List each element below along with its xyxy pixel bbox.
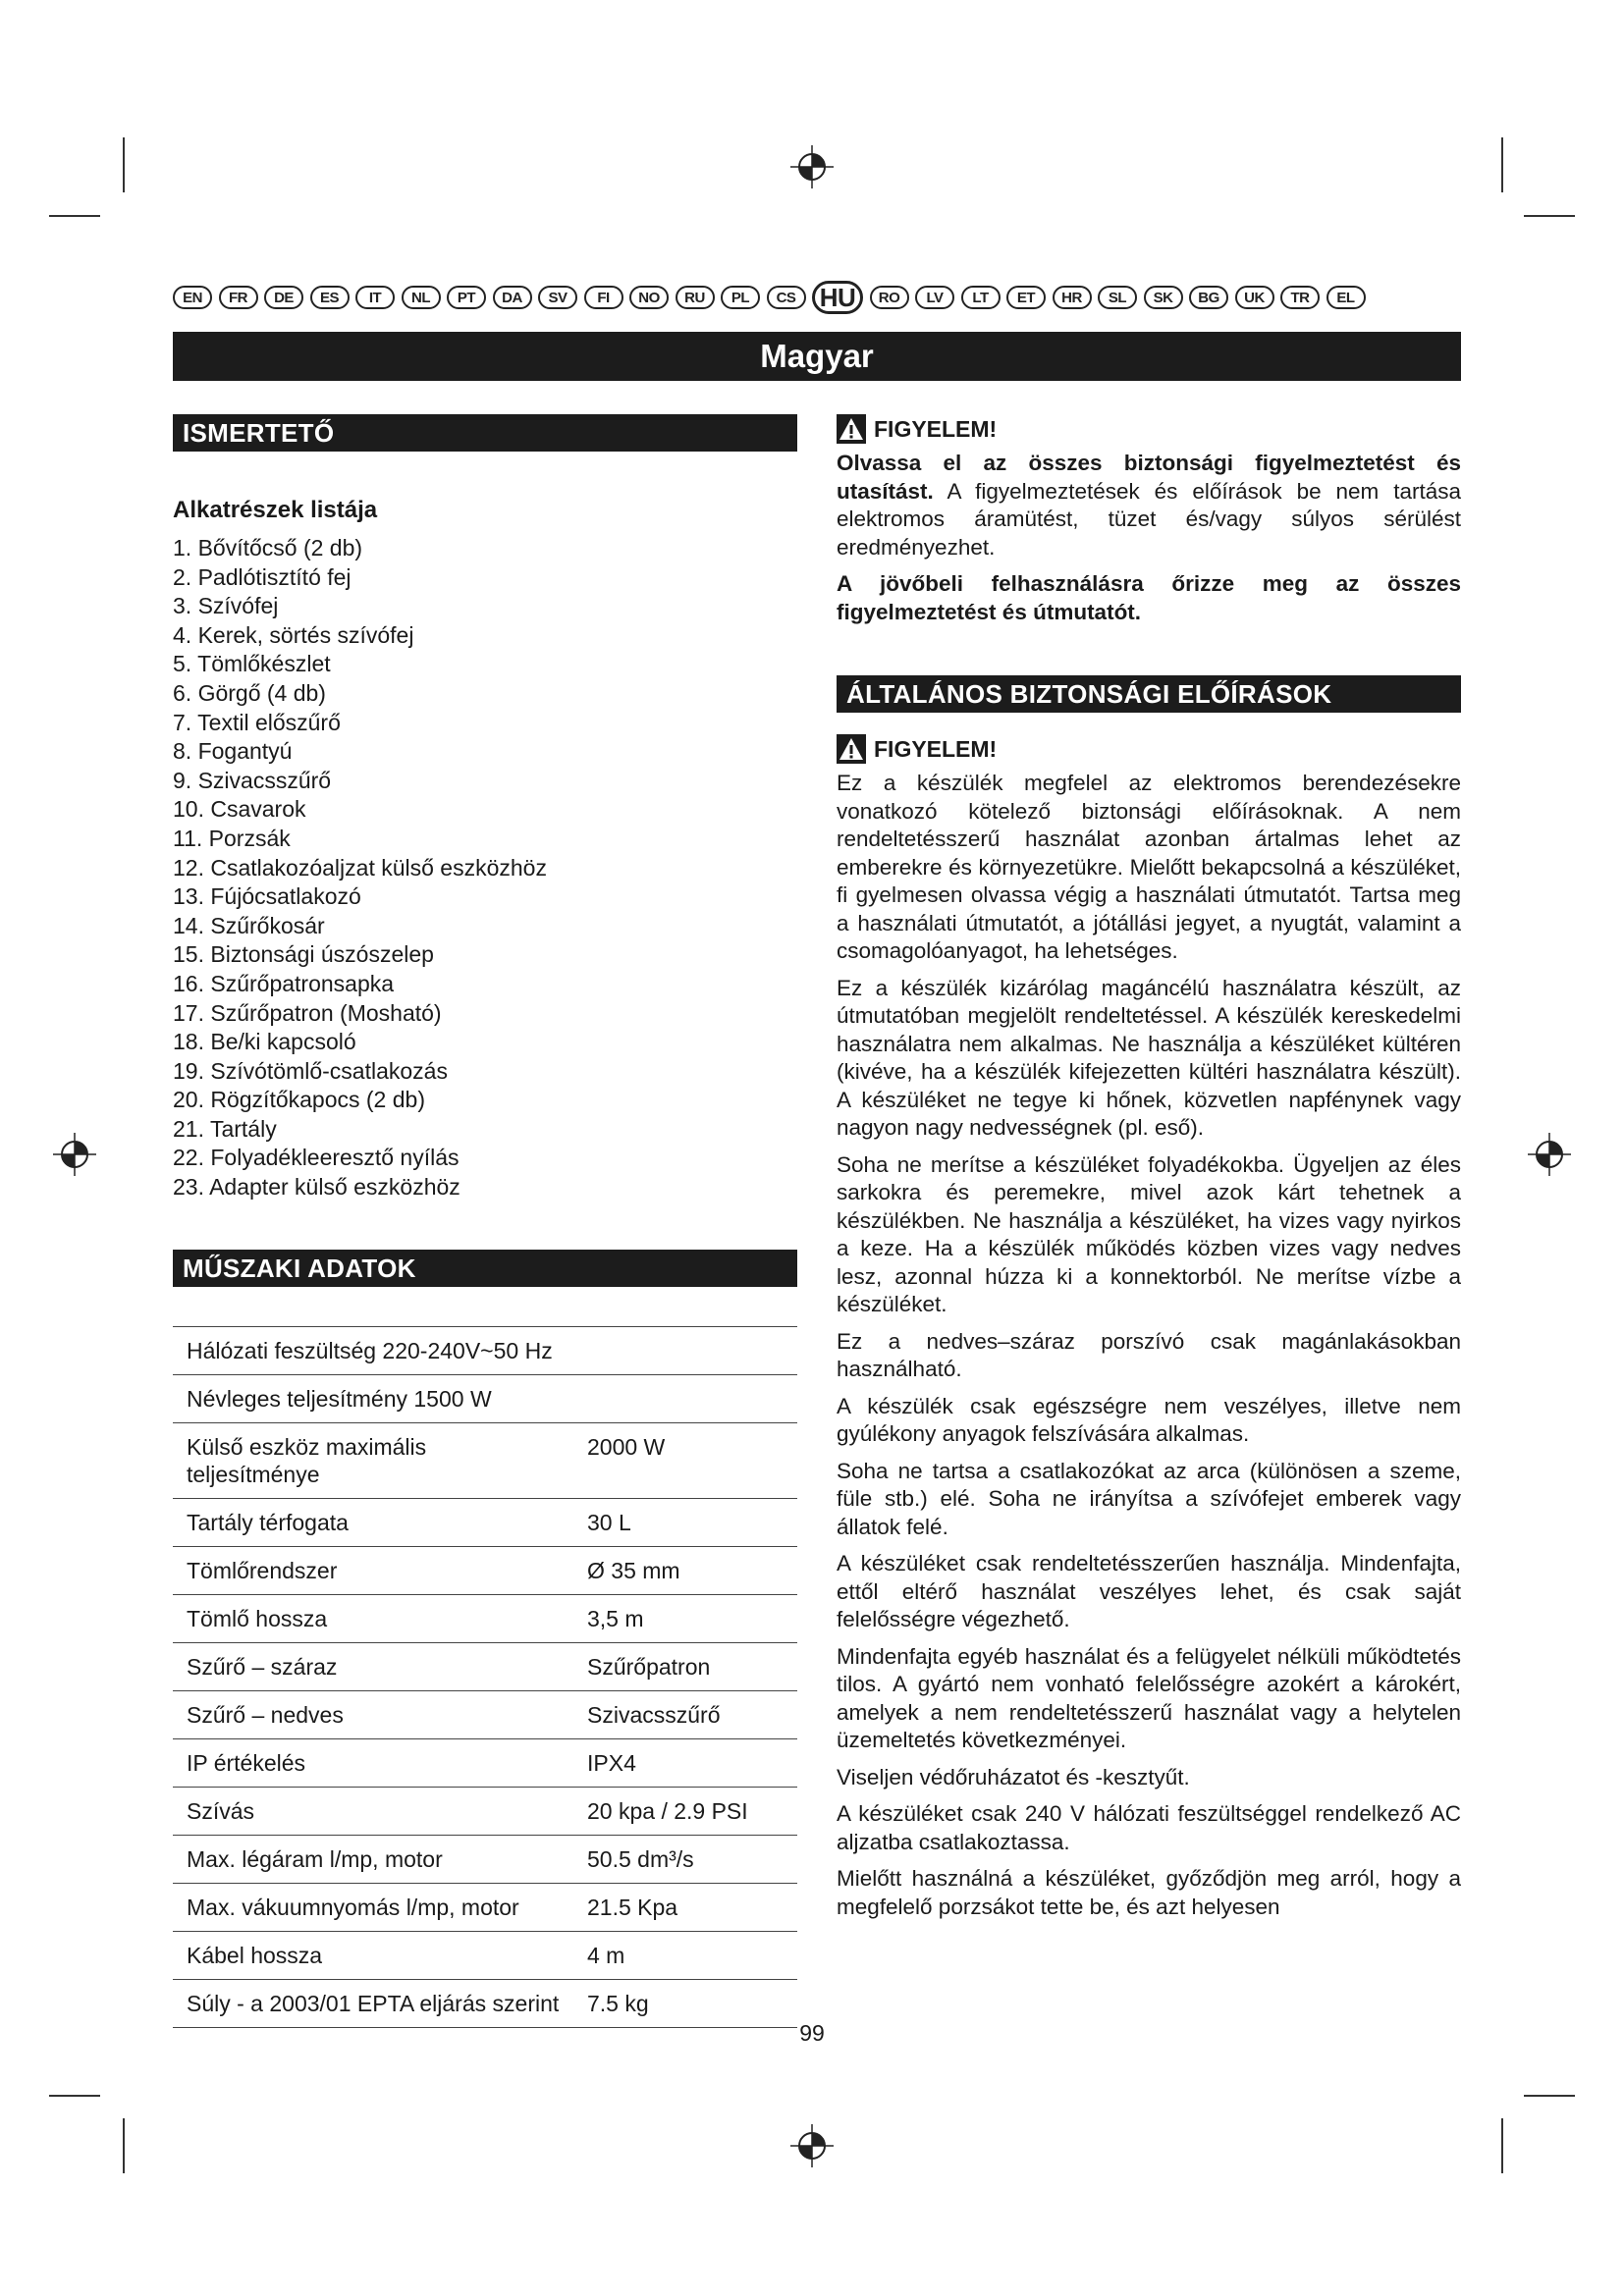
list-item: 20. Rögzítőkapocs (2 db): [173, 1087, 425, 1113]
spec-label: Szűrő – száraz: [173, 1642, 573, 1690]
language-badge-el: EL: [1326, 286, 1366, 309]
safety-paragraph: Ez a készülék megfelel az elektromos berendezésekre vonatkozó kötelező biztonsági előírásoknak. A nem rendeltetésszerű használat azonban ártalmas lehet az emberekre és környezetükre. Mielőtt bekapcsolná a készüléket, fi gyelmesen olvassa végig a használati útmutatót. Tartsa meg a használati útmutatót, a jótállási jegyet, a nyugtát, valamint a csomagolóanyagot, ha lehetséges.: [837, 771, 1461, 963]
list-item: 21. Tartály: [173, 1115, 277, 1142]
language-badge-lt: LT: [961, 286, 1001, 309]
language-badge-pt: PT: [447, 286, 486, 309]
list-item: 22. Folyadékleeresztő nyílás: [173, 1145, 460, 1171]
table-row: [173, 1690, 797, 1738]
spec-label: Tömlőrendszer: [173, 1546, 573, 1594]
list-item: 8. Fogantyú: [173, 738, 293, 765]
language-badge-fr: FR: [219, 286, 258, 309]
list-item: 5. Tömlőkészlet: [173, 651, 331, 677]
safety-paragraph: Soha ne merítse a készüléket folyadékokba. Ügyeljen az éles sarkokra és peremekre, mivel azok kárt tehetnek a készülékben. Ne használja a készüléket, ha vizes vagy nyirkos a keze. Ha a készülék működés közben vizes vagy nedves lesz, azonnal húzza ki a konnektorból. Ne merítse vízbe a készüléket.: [837, 1151, 1461, 1316]
table-row: [173, 1883, 797, 1931]
table-row: [173, 1787, 797, 1835]
spec-value: [573, 1326, 797, 1374]
registration-mark-icon: [51, 1131, 98, 1178]
safety-paragraph: A készülék csak egészségre nem veszélyes, illetve nem gyúlékony anyagok felszívására alkalmas.: [837, 1393, 1461, 1446]
list-item: 1. Bővítőcső (2 db): [173, 535, 363, 561]
language-badge-tr: TR: [1280, 286, 1320, 309]
table-row: [173, 1546, 797, 1594]
crop-mark: [1524, 215, 1575, 217]
crop-mark: [49, 2095, 100, 2097]
spec-label: Max. vákuumnyomás l/mp, motor: [173, 1883, 573, 1931]
warning-label: [837, 414, 1461, 444]
spec-label: Súly - a 2003/01 EPTA eljárás szerint: [173, 1979, 573, 2027]
spec-label: Szűrő – nedves: [173, 1690, 573, 1738]
parts-list: [173, 534, 797, 1202]
warning-text: FIGYELEM!: [874, 415, 998, 442]
language-badge-lv: LV: [915, 286, 954, 309]
list-item: 10. Csavarok: [173, 796, 306, 823]
list-item: 23. Adapter külső eszközhöz: [173, 1174, 460, 1201]
page-title: Magyar: [173, 332, 1461, 381]
crop-mark: [1501, 137, 1503, 192]
spec-label: Kábel hossza: [173, 1931, 573, 1979]
list-item: 12. Csatlakozóaljzat külső eszközhöz: [173, 854, 547, 881]
language-bar: [173, 281, 1461, 314]
language-badge-ru: RU: [676, 286, 715, 309]
list-item: 16. Szűrőpatronsapka: [173, 970, 395, 996]
safety-paragraph: Soha ne tartsa a csatlakozókat az arca (különösen a szeme, füle stb.) elé. Soha ne irányítsa a szívófejet emberek vagy állatok felé.: [837, 1458, 1461, 1539]
language-badge-sl: SL: [1098, 286, 1137, 309]
section-safety-heading: ÁLTALÁNOS BIZTONSÁGI ELŐÍRÁSOK: [837, 675, 1461, 713]
safety-paragraph: Viseljen védőruházatot és -kesztyűt.: [837, 1764, 1190, 1789]
spec-value: Ø 35 mm: [573, 1546, 797, 1594]
table-row: [173, 1498, 797, 1546]
keep-instructions-paragraph: A jövőbeli felhasználásra őrizze meg az összes figyelmeztetést és útmutatót.: [837, 571, 1461, 624]
list-item: 4. Kerek, sörtés szívófej: [173, 621, 414, 648]
spec-value: 30 L: [573, 1498, 797, 1546]
language-badge-et: ET: [1006, 286, 1046, 309]
list-item: 18. Be/ki kapcsoló: [173, 1029, 356, 1055]
warning-rest-text: A figyelmeztetések és előírások be nem tartása elektromos áramütést, tüzet és/vagy súlyos sérülést eredményezhet.: [837, 478, 1461, 560]
language-badge-ro: RO: [870, 286, 909, 309]
specs-table: [173, 1326, 797, 2028]
spec-value: 4 m: [573, 1931, 797, 1979]
spec-value: 21.5 Kpa: [573, 1883, 797, 1931]
language-badge-es: ES: [310, 286, 350, 309]
table-row: [173, 1642, 797, 1690]
list-item: 7. Textil előszűrő: [173, 709, 341, 735]
list-item: 9. Szivacsszűrő: [173, 767, 332, 793]
safety-paragraph: A készüléket csak rendeltetésszerűen használja. Mindenfajta, ettől eltérő használat veszélyes lehet, és csak saját felelősségre végezhető.: [837, 1551, 1461, 1631]
language-badge-bg: BG: [1189, 286, 1228, 309]
language-badge-cs: CS: [767, 286, 806, 309]
spec-value: 2000 W: [573, 1422, 797, 1498]
parts-list-heading: Alkatrészek listája: [173, 497, 378, 523]
list-item: 11. Porzsák: [173, 825, 291, 851]
registration-mark-icon: [1526, 1131, 1573, 1178]
spec-label: Hálózati feszültség 220-240V~50 Hz: [173, 1326, 573, 1374]
warning-bold-text: Olvassa el az összes biztonsági figyelmeztetést és utasítást.: [837, 451, 1461, 504]
language-badge-en: EN: [173, 286, 212, 309]
language-badge-sv: SV: [538, 286, 577, 309]
list-item: 14. Szűrőkosár: [173, 912, 325, 938]
spec-label: Tartály térfogata: [173, 1498, 573, 1546]
list-item: 13. Fújócsatlakozó: [173, 883, 361, 910]
list-item: 19. Szívótömlő-csatlakozás: [173, 1057, 448, 1084]
spec-label: Külső eszköz maximális teljesítménye: [173, 1422, 573, 1498]
list-item: 2. Padlótisztító fej: [173, 563, 352, 590]
safety-paragraph: Mindenfajta egyéb használat és a felügyelet nélküli működtetés tilos. A gyártó nem vonható felelősségre azokért a károkért, amelyek a nem rendeltetésszerű használat vagy a helytelen üzemeltetés következményei.: [837, 1643, 1461, 1752]
spec-label: Névleges teljesítmény 1500 W: [173, 1374, 573, 1422]
safety-paragraph: Ez a készülék kizárólag magáncélú használatra készült, az útmutatóban megjelölt rendeltetéssel. A készülék kereskedelmi használatra nem alkalmas. Ne használja a készüléket kültéren (kivéve, ha a készülék kifejezetten kültéri használatra készült). A készüléket ne tegye ki hőnek, közvetlen napfénynek vagy nagyon nagy nedvességnek (pl. eső).: [837, 975, 1461, 1140]
crop-mark: [49, 215, 100, 217]
language-badge-da: DA: [493, 286, 532, 309]
language-badge-no: NO: [629, 286, 669, 309]
language-badge-de: DE: [264, 286, 303, 309]
table-row: [173, 1738, 797, 1787]
table-row: [173, 1422, 797, 1498]
crop-mark: [123, 137, 125, 192]
spec-label: Tömlő hossza: [173, 1594, 573, 1642]
spec-value: 50.5 dm³/s: [573, 1835, 797, 1883]
safety-paragraphs: [837, 770, 1461, 1921]
spec-label: Szívás: [173, 1787, 573, 1835]
spec-value: 3,5 m: [573, 1594, 797, 1642]
warning-text: FIGYELEM!: [874, 735, 998, 762]
page-number: 99: [799, 2020, 825, 2046]
list-item: 17. Szűrőpatron (Mosható): [173, 999, 442, 1026]
spec-value: [573, 1374, 797, 1422]
spec-value: Szivacsszűrő: [573, 1690, 797, 1738]
warning-triangle-icon: [837, 734, 866, 764]
table-row: [173, 1594, 797, 1642]
spec-value: 7.5 kg: [573, 1979, 797, 2027]
spec-value: IPX4: [573, 1738, 797, 1787]
language-badge-sk: SK: [1144, 286, 1183, 309]
safety-paragraph: A készüléket csak 240 V hálózati feszültséggel rendelkező AC aljzatba csatlakoztassa.: [837, 1801, 1461, 1854]
safety-paragraph: Ez a nedves–száraz porszívó csak magánlakásokban használható.: [837, 1328, 1461, 1381]
left-column: [173, 414, 797, 2028]
right-column: [837, 414, 1461, 1930]
spec-value: 20 kpa / 2.9 PSI: [573, 1787, 797, 1835]
warning-triangle-icon: [837, 414, 866, 444]
spec-value: Szűrőpatron: [573, 1642, 797, 1690]
language-badge-nl: NL: [402, 286, 441, 309]
list-item: 3. Szívófej: [173, 593, 279, 619]
language-badge-it: IT: [355, 286, 395, 309]
section-specs-heading: MŰSZAKI ADATOK: [173, 1250, 797, 1287]
language-badge-hr: HR: [1053, 286, 1092, 309]
crop-mark: [1501, 2118, 1503, 2173]
crop-mark: [1524, 2095, 1575, 2097]
table-row: [173, 1374, 797, 1422]
warning-label: [837, 734, 1461, 764]
spec-label: Max. légáram l/mp, motor: [173, 1835, 573, 1883]
registration-mark-icon: [788, 2122, 836, 2169]
safety-paragraph: Mielőtt használná a készüléket, győződjön meg arról, hogy a megfelelő porzsákot tette be, és azt helyesen: [837, 1866, 1461, 1919]
list-item: 6. Görgő (4 db): [173, 679, 326, 706]
section-description-heading: ISMERTETŐ: [173, 414, 797, 452]
warning-paragraph: [837, 450, 1461, 561]
table-row: [173, 1931, 797, 1979]
spec-label: IP értékelés: [173, 1738, 573, 1787]
crop-mark: [123, 2118, 125, 2173]
language-badge-hu: HU: [812, 281, 863, 314]
language-badge-fi: FI: [584, 286, 623, 309]
table-row: [173, 1326, 797, 1374]
language-badge-uk: UK: [1235, 286, 1274, 309]
language-badge-pl: PL: [721, 286, 760, 309]
registration-mark-icon: [788, 143, 836, 190]
list-item: 15. Biztonsági úszószelep: [173, 941, 434, 968]
table-row: [173, 1835, 797, 1883]
